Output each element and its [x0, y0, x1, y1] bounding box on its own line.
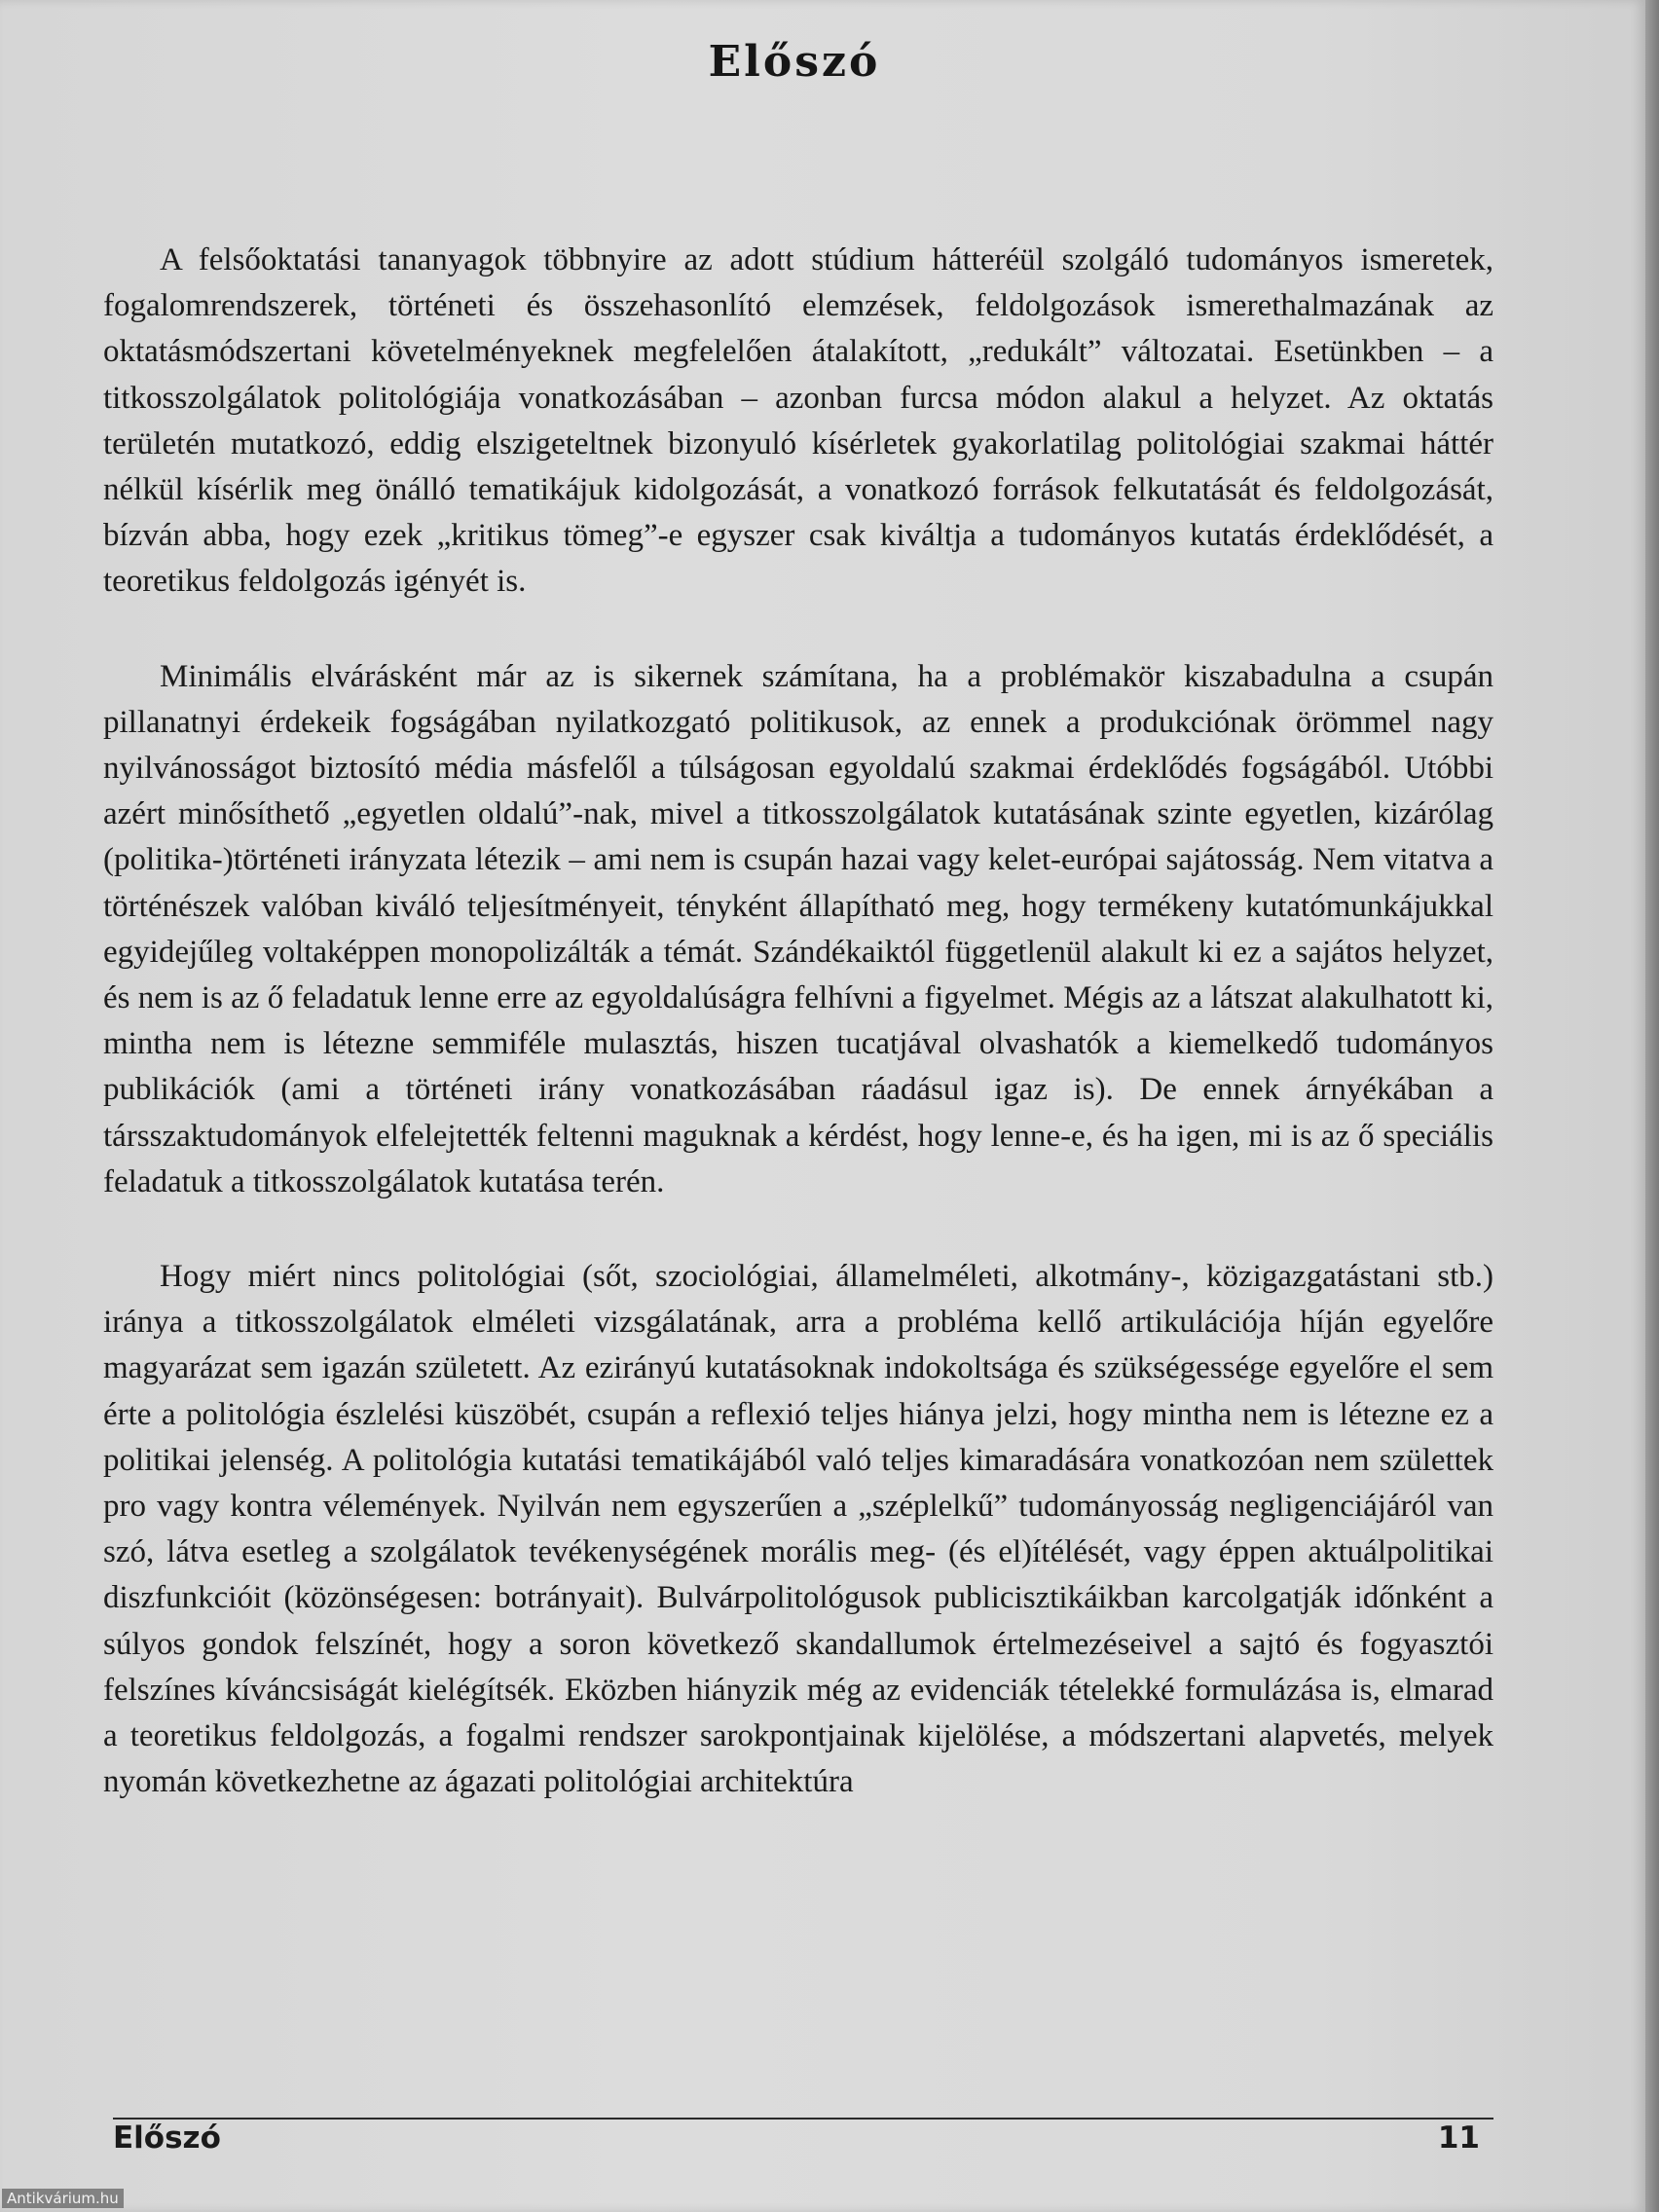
running-footer-title: Előszó: [113, 2120, 221, 2156]
page-title: Előszó: [708, 37, 881, 87]
page-edge-shadow: [1645, 0, 1659, 2212]
paragraph-2: Minimális elvárásként már az is sikernek számítana, ha a problémakör kiszabadulna a csupán pillanatnyi érdekeik fogságában nyilatkozgató politikusok, az ennek a produkciónak örömmel nagy nyilvánosságot biztosító média másfelől a túlságosan egyoldalú szakmai érdeklődés fogságából. Utóbbi azért minősíthető „egyetlen oldalú”-nak, mivel a titkosszolgálatok kutatásának szinte egyetlen, kizárólag (politika-)történeti irányzata létezik – ami nem is csupán hazai vagy kelet-európai sajátosság. Nem vitatva a történészek valóban kiváló teljesítményeit, tényként állapítható meg, hogy termékeny kutatómunkájukkal egyidejűleg voltaképpen monopolizálták a témát. Szándékaiktól függetlenül alakult ki ez a sajátos helyzet, és nem is az ő feladatuk lenne erre az egyoldalúságra felhívni a figyelmet. Mégis az a látszat alakulhatott ki, mintha nem is létezne semmiféle mulasztás, hiszen tucatjával olvashatók a kiemelkedő tudományos publikációk (ami a történeti irány vonatkozásában ráadásul igaz is). De ennek árnyékában a társszaktudományok elfelejtették feltenni maguknak a kérdést, hogy lenne-e, és ha igen, mi is az ő speciális feladatuk a titkosszolgálatok kutatása terén.: [103, 658, 1493, 1199]
page-number: 11: [1437, 2120, 1480, 2156]
body-text: [103, 238, 1493, 1806]
paragraph-1: A felsőoktatási tananyagok többnyire az adott stúdium hátteréül szolgáló tudományos ismeretek, fogalomrendszerek, történeti és összehasonlító elemzések, feldolgozások ismerethalmazának az oktatásmódszertani követelményeknek megfelelően átalakított, „redukált” változatai. Esetünkben – a titkosszolgálatok politológiája vonatkozásában – azonban furcsa módon alakul a helyzet. Az oktatás területén mutatkozó, eddig elszigeteltnek bizonyuló kísérletek gyakorlatilag politológiai szakmai háttér nélkül kísérlik meg önálló tematikájuk kidolgozását, a vonatkozó források felkutatását és feldolgozását, bízván abba, hogy ezek „kritikus tömeg”-e egyszer csak kiváltja a tudományos kutatás érdeklődését, a teoretikus feldolgozás igényét is.: [103, 242, 1493, 600]
watermark: Antikvárium.hu: [2, 2189, 124, 2208]
footer-divider: [113, 2118, 1493, 2120]
paragraph-3: Hogy miért nincs politológiai (sőt, szociológiai, államelméleti, alkotmány-, közigazgatástani stb.) iránya a titkosszolgálatok elméleti vizsgálatának, arra a probléma kellő artikulációja híján egyelőre magyarázat sem igazán született. Az ezirányú kutatásoknak indokoltsága és szükségessége egyelőre el sem érte a politológia észlelési küszöbét, csupán a reflexió teljes hiánya jelzi, hogy mintha nem is létezne ez a politikai jelenség. A politológia kutatási tematikájából való teljes kimaradására vonatkozóan nem születtek pro vagy kontra vélemények. Nyilván nem egyszerűen a „széplelkű” tudományosság negligenciájáról van szó, látva esetleg a szolgálatok tevékenységének morális meg- (és el)ítélését, vagy éppen aktuálpolitikai diszfunkcióit (közönségesen: botrányait). Bulvárpolitológusok publicisztikáikban karcolgatják időnként a súlyos gondok felszínét, hogy a soron következő skandallumok értelmezéseivel a sajtó és fogyasztói felszínes kíváncsiságát kielégítsék. Eközben hiányzik még az evidenciák tételekké formulázása is, elmarad a teoretikus feldolgozás, a fogalmi rendszer sarokpontjainak kijelölése, a módszertani alapvetés, melyek nyomán következhetne az ágazati politológiai architektúra: [103, 1259, 1493, 1800]
